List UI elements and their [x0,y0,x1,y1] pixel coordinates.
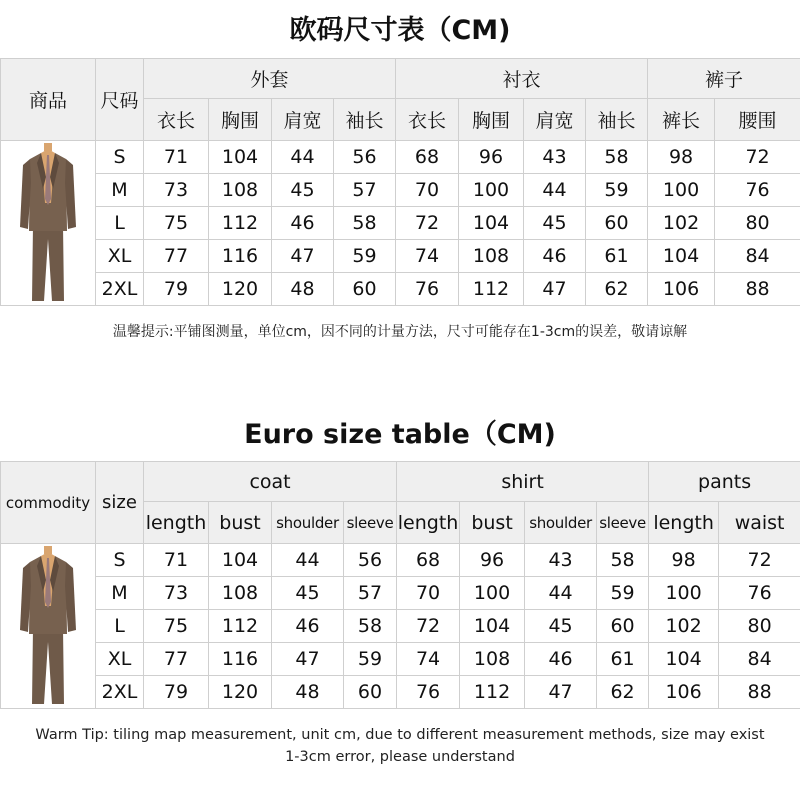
value-cell: 44 [525,577,597,610]
cn-col-header: 衣长 [396,99,459,141]
value-cell: 104 [648,240,715,273]
value-cell: 60 [334,273,396,306]
value-cell: 120 [209,676,272,709]
suit-image [1,544,96,709]
value-cell: 46 [272,610,344,643]
cn-pants-header: 裤子 [648,59,800,99]
value-cell: 70 [396,174,459,207]
en-shirt-header: shirt [397,462,649,502]
value-cell: 79 [144,676,209,709]
value-cell: 72 [719,544,800,577]
cn-col-header: 胸围 [209,99,272,141]
cn-product-header: 商品 [1,59,96,141]
value-cell: 70 [397,577,460,610]
value-cell: 100 [460,577,525,610]
value-cell: 76 [397,676,460,709]
value-cell: 47 [272,240,334,273]
cn-col-header: 肩宽 [524,99,586,141]
cn-coat-header: 外套 [144,59,396,99]
cn-col-header: 衣长 [144,99,209,141]
value-cell: 100 [649,577,719,610]
value-cell: 104 [460,610,525,643]
value-cell: 59 [334,240,396,273]
value-cell: 48 [272,273,334,306]
size-cell: S [96,544,144,577]
cn-size-header: 尺码 [96,59,144,141]
value-cell: 108 [459,240,524,273]
en-pants-header: pants [649,462,800,502]
value-cell: 48 [272,676,344,709]
en-col-header: length [397,502,460,544]
size-cell: XL [96,240,144,273]
value-cell: 104 [459,207,524,240]
suit-icon [17,143,79,303]
value-cell: 56 [344,544,397,577]
en-col-header: length [144,502,209,544]
table-row [1,643,800,676]
value-cell: 47 [272,643,344,676]
value-cell: 102 [649,610,719,643]
size-cell: M [96,577,144,610]
value-cell: 84 [719,643,800,676]
size-cell: M [96,174,144,207]
value-cell: 104 [209,141,272,174]
table-row [1,207,800,240]
value-cell: 112 [209,610,272,643]
value-cell: 45 [272,174,334,207]
en-col-header: shoulder [272,502,344,544]
cn-size-table [0,58,800,306]
value-cell: 102 [648,207,715,240]
value-cell: 112 [460,676,525,709]
en-col-header: shoulder [525,502,597,544]
en-col-header: bust [209,502,272,544]
value-cell: 77 [144,240,209,273]
value-cell: 59 [597,577,649,610]
value-cell: 62 [597,676,649,709]
value-cell: 108 [209,577,272,610]
en-title: Euro size table（CM) [244,419,556,450]
value-cell: 58 [597,544,649,577]
value-cell: 59 [344,643,397,676]
value-cell: 46 [272,207,334,240]
value-cell: 59 [586,174,648,207]
en-size-header: size [96,462,144,544]
value-cell: 100 [648,174,715,207]
size-cell: XL [96,643,144,676]
value-cell: 71 [144,141,209,174]
value-cell: 73 [144,174,209,207]
value-cell: 106 [648,273,715,306]
value-cell: 58 [334,207,396,240]
value-cell: 80 [715,207,800,240]
value-cell: 44 [524,174,586,207]
cn-warm-tip: 温馨提示:平铺图测量，单位cm，因不同的计量方法，尺寸可能存在1-3cm的误差，敬请谅解 [112,324,688,340]
value-cell: 72 [397,610,460,643]
table-row [1,544,800,577]
value-cell: 108 [209,174,272,207]
value-cell: 60 [586,207,648,240]
en-col-header: length [649,502,719,544]
value-cell: 74 [396,240,459,273]
value-cell: 56 [334,141,396,174]
value-cell: 98 [649,544,719,577]
cn-col-header: 肩宽 [272,99,334,141]
value-cell: 96 [459,141,524,174]
value-cell: 88 [719,676,800,709]
en-col-header: sleeve [597,502,649,544]
size-cell: L [96,610,144,643]
value-cell: 44 [272,141,334,174]
value-cell: 79 [144,273,209,306]
cn-col-header: 袖长 [334,99,396,141]
table-row [1,273,800,306]
value-cell: 76 [715,174,800,207]
value-cell: 71 [144,544,209,577]
value-cell: 112 [209,207,272,240]
table-row [1,240,800,273]
value-cell: 61 [597,643,649,676]
cn-shirt-header: 衬衣 [396,59,648,99]
value-cell: 58 [344,610,397,643]
value-cell: 43 [524,141,586,174]
value-cell: 47 [525,676,597,709]
cn-col-header: 袖长 [586,99,648,141]
value-cell: 74 [397,643,460,676]
value-cell: 98 [648,141,715,174]
en-size-table [0,461,800,709]
size-cell: S [96,141,144,174]
value-cell: 75 [144,207,209,240]
en-product-header: commodity [1,462,96,544]
en-warm-tip: Warm Tip: tiling map measurement, unit cm, due to different measurement methods, size may exist 1-3cm error, please understand [35,727,765,765]
en-col-header: sleeve [344,502,397,544]
value-cell: 108 [460,643,525,676]
value-cell: 76 [719,577,800,610]
en-col-header: bust [460,502,525,544]
value-cell: 45 [524,207,586,240]
value-cell: 60 [344,676,397,709]
table-row [1,141,800,174]
value-cell: 58 [586,141,648,174]
value-cell: 88 [715,273,800,306]
value-cell: 47 [524,273,586,306]
value-cell: 100 [459,174,524,207]
value-cell: 46 [525,643,597,676]
value-cell: 60 [597,610,649,643]
value-cell: 116 [209,240,272,273]
value-cell: 57 [344,577,397,610]
value-cell: 106 [649,676,719,709]
value-cell: 80 [719,610,800,643]
table-row [1,174,800,207]
value-cell: 46 [524,240,586,273]
value-cell: 104 [209,544,272,577]
value-cell: 120 [209,273,272,306]
value-cell: 45 [272,577,344,610]
value-cell: 84 [715,240,800,273]
value-cell: 96 [460,544,525,577]
table-row [1,577,800,610]
value-cell: 77 [144,643,209,676]
cn-col-header: 腰围 [715,99,800,141]
suit-icon [17,546,79,706]
value-cell: 68 [396,141,459,174]
value-cell: 75 [144,610,209,643]
table-row [1,610,800,643]
size-cell: L [96,207,144,240]
value-cell: 73 [144,577,209,610]
value-cell: 116 [209,643,272,676]
size-cell: 2XL [96,273,144,306]
cn-col-header: 胸围 [459,99,524,141]
value-cell: 72 [396,207,459,240]
suit-image [1,141,96,306]
value-cell: 44 [272,544,344,577]
value-cell: 62 [586,273,648,306]
value-cell: 68 [397,544,460,577]
table-row [1,676,800,709]
cn-title: 欧码尺寸表（CM) [289,15,511,46]
value-cell: 57 [334,174,396,207]
en-col-header: waist [719,502,800,544]
cn-col-header: 裤长 [648,99,715,141]
value-cell: 61 [586,240,648,273]
value-cell: 104 [649,643,719,676]
value-cell: 45 [525,610,597,643]
value-cell: 76 [396,273,459,306]
size-cell: 2XL [96,676,144,709]
value-cell: 112 [459,273,524,306]
value-cell: 43 [525,544,597,577]
en-coat-header: coat [144,462,397,502]
value-cell: 72 [715,141,800,174]
